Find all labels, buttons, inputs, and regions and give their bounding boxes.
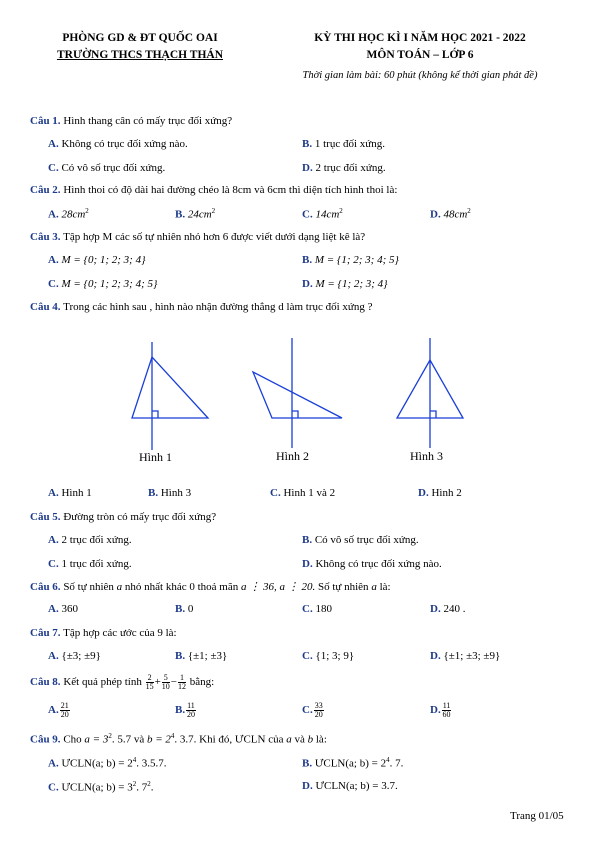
question-9 <box>30 732 327 746</box>
b-rest: . 3.7. <box>174 733 197 746</box>
option-text: 0 <box>187 603 194 615</box>
option-9d[interactable] <box>302 780 398 792</box>
a-definition: a = 3 <box>84 733 109 746</box>
figure-2-triangle <box>253 338 342 448</box>
question-text: Hình thoi có độ dài hai đường chéo là 8cm và 6cm thì diện tích hình thoi là: <box>63 184 398 196</box>
numerator: 1 <box>180 673 185 682</box>
option-label: D. <box>418 487 429 499</box>
question-text: là: <box>379 581 391 593</box>
option-label: C. <box>48 781 59 794</box>
option-6a[interactable] <box>48 603 78 615</box>
option-label: C. <box>48 558 59 570</box>
option-label: D. <box>430 704 441 717</box>
figure-2-label: Hình 2 <box>276 449 309 463</box>
option-label: D. <box>430 650 441 662</box>
option-label: C. <box>302 704 313 717</box>
question-label: Câu 9. <box>30 733 61 746</box>
option-9b[interactable] <box>302 756 403 770</box>
option-text: . <box>150 781 154 794</box>
a-rest: . 5.7 và <box>111 733 145 746</box>
option-label: B. <box>148 487 159 499</box>
option-label: B. <box>302 138 313 150</box>
option-text: 240 . <box>443 603 466 615</box>
denominator: 15 <box>145 682 154 691</box>
option-exponent: 2 <box>339 207 343 215</box>
option-text: ƯCLN(a; b) = 3 <box>61 781 133 794</box>
option-text: {±1; ±3} <box>187 650 228 662</box>
numerator: 5 <box>163 673 168 682</box>
question-6 <box>30 580 391 593</box>
fraction <box>60 702 70 719</box>
question-text: Kết quả phép tính <box>63 676 142 689</box>
exponent: 4 <box>132 756 137 764</box>
option-text: Hình 1 <box>61 487 92 499</box>
option-label: B. <box>175 603 186 615</box>
option-label: A. <box>48 254 59 266</box>
option-text: 180 <box>315 603 332 615</box>
option-text: 2 trục đối xứng. <box>315 162 386 174</box>
option-4c[interactable] <box>270 487 335 499</box>
option-text: 48cm <box>443 208 468 221</box>
option-text: Có vô số trục đối xứng. <box>314 534 419 546</box>
option-4b[interactable] <box>148 487 191 499</box>
fraction <box>146 674 154 691</box>
option-4d[interactable] <box>418 487 462 499</box>
option-1d[interactable] <box>302 162 386 174</box>
option-6d[interactable] <box>430 603 465 615</box>
fraction <box>162 674 170 691</box>
question-text: Hình thang cân có mấy trục đối xứng? <box>63 115 233 127</box>
option-text: 2 trục đối xứng. <box>61 534 132 546</box>
question-2 <box>30 184 397 196</box>
option-label: D. <box>302 558 313 570</box>
option-text: Không có trục đối xứng nào. <box>61 138 188 150</box>
question-8 <box>30 674 214 691</box>
question-text: là: <box>315 733 327 746</box>
option-label: A. <box>48 603 59 615</box>
option-5b[interactable] <box>302 534 419 546</box>
option-8a[interactable] <box>48 702 71 719</box>
option-text: M = {1; 2; 3; 4} <box>315 278 388 290</box>
option-label: C. <box>302 603 313 615</box>
option-text: . 3.5.7. <box>136 757 167 770</box>
option-text: {±3; ±9} <box>61 650 101 662</box>
option-3d[interactable] <box>302 278 388 290</box>
option-label: B. <box>302 757 313 770</box>
question-text: nhỏ nhất khác 0 thoả mãn <box>124 581 239 593</box>
option-label: B. <box>175 650 186 662</box>
question-7 <box>30 627 177 639</box>
question-text: và <box>294 733 305 746</box>
option-label: A. <box>48 138 59 150</box>
option-label: B. <box>175 208 186 221</box>
denominator: 10 <box>161 682 170 691</box>
numerator: 11 <box>442 701 451 710</box>
denominator: 12 <box>178 682 187 691</box>
option-label: A. <box>48 208 59 221</box>
option-1c[interactable] <box>48 162 165 174</box>
option-6c[interactable] <box>302 603 332 615</box>
question-5 <box>30 511 216 523</box>
figure-3-triangle <box>397 338 463 448</box>
question-condition: a ⋮ 36, a ⋮ 20. <box>240 581 316 593</box>
option-text: {1; 3; 9} <box>315 650 355 662</box>
option-label: C. <box>302 650 313 662</box>
option-label: C. <box>48 162 59 174</box>
option-label: B. <box>302 534 313 546</box>
option-8b[interactable] <box>175 702 197 719</box>
option-text: Hình 2 <box>431 487 462 499</box>
question-var: a <box>286 733 292 746</box>
option-2c[interactable] <box>302 207 343 221</box>
question-text: Khi đó, ƯCLN của <box>199 733 284 746</box>
option-text: . 7 <box>136 781 148 794</box>
exponent: 4 <box>386 756 390 764</box>
option-label: A. <box>48 487 59 499</box>
exam-time: Thời gian làm bài: 60 phút (không kể thời gian phát đề) <box>302 70 538 81</box>
question-var: b <box>307 733 314 746</box>
question-label: Câu 2. <box>30 184 61 196</box>
figure-1-triangle <box>132 342 208 450</box>
numerator: 11 <box>187 701 195 710</box>
question-label: Câu 3. <box>30 231 61 243</box>
option-text: 1 trục đối xứng. <box>314 138 385 150</box>
question-label: Câu 8. <box>30 676 61 689</box>
option-7a[interactable] <box>48 650 101 662</box>
option-1b[interactable] <box>302 138 385 150</box>
option-text: 1 trục đối xứng. <box>61 558 132 570</box>
school-name: TRƯỜNG THCS THẠCH THÁN <box>56 49 224 61</box>
option-1a[interactable] <box>48 138 188 150</box>
option-label: C. <box>48 278 59 290</box>
option-label: B. <box>302 254 313 266</box>
option-5c[interactable] <box>48 558 132 570</box>
denominator: 20 <box>60 710 69 719</box>
school-dept: PHÒNG GD & ĐT QUỐC OAI <box>62 32 218 44</box>
exam-subject: MÔN TOÁN – LỚP 6 <box>366 49 474 61</box>
question-text: Đường tròn có mấy trục đối xứng? <box>63 511 217 523</box>
option-9c[interactable] <box>48 780 153 794</box>
exponent: 4 <box>170 732 175 740</box>
question-1 <box>30 115 232 127</box>
question-4 <box>30 301 373 313</box>
numerator: 33 <box>314 701 323 710</box>
option-text: M = {0; 1; 2; 3; 4; 5} <box>61 278 158 290</box>
fraction <box>186 702 196 719</box>
exponent: 2 <box>108 732 112 740</box>
question-text: Cho <box>63 733 82 746</box>
option-2d[interactable] <box>430 207 471 221</box>
question-text: Trong các hình sau , hình nào nhận đường thẳng d làm trục đối xứng ? <box>63 301 373 313</box>
question-var: a <box>116 581 123 593</box>
option-text: Hình 1 và 2 <box>283 487 336 499</box>
option-7c[interactable] <box>302 650 354 662</box>
question-text: Số tự nhiên <box>63 581 114 593</box>
fraction <box>178 674 186 691</box>
option-text: . 7. <box>389 757 404 770</box>
option-text: 28cm <box>61 208 86 221</box>
question-var: a <box>371 581 377 593</box>
option-text: {±1; ±3; ±9} <box>443 650 501 662</box>
fraction <box>314 702 324 719</box>
exponent: 2 <box>132 780 137 788</box>
question-label: Câu 7. <box>30 627 61 639</box>
question-text: Tập hợp các ước của 9 là: <box>63 627 177 639</box>
exponent: 2 <box>147 780 151 788</box>
question-text: bằng: <box>189 676 215 689</box>
option-9a[interactable] <box>48 756 166 770</box>
numerator: 2 <box>147 673 152 682</box>
option-3c[interactable] <box>48 278 157 290</box>
numerator: 21 <box>60 701 69 710</box>
option-6b[interactable] <box>175 603 193 615</box>
question-label: Câu 4. <box>30 301 61 313</box>
option-label: D. <box>430 208 441 221</box>
option-2b[interactable] <box>175 207 215 221</box>
option-exponent: 2 <box>211 207 216 215</box>
fraction <box>442 702 452 719</box>
option-label: A. <box>48 757 59 770</box>
operator: + <box>154 676 161 689</box>
option-text: M = {1; 2; 3; 4; 5} <box>314 254 399 266</box>
operator: − <box>170 676 178 689</box>
option-text: Hình 3 <box>160 487 192 499</box>
option-4a[interactable] <box>48 487 92 499</box>
option-5a[interactable] <box>48 534 132 546</box>
question-label: Câu 5. <box>30 511 61 523</box>
option-exponent: 2 <box>467 207 471 215</box>
option-exponent: 2 <box>85 207 89 215</box>
option-7d[interactable] <box>430 650 500 662</box>
option-text: ƯCLN(a; b) = 2 <box>314 757 387 770</box>
option-3a[interactable] <box>48 254 146 266</box>
figure-3-label: Hình 3 <box>410 449 443 463</box>
question-text: Số tự nhiên <box>317 581 369 593</box>
option-label: D. <box>302 780 313 792</box>
option-3b[interactable] <box>302 254 399 266</box>
option-label: D. <box>430 603 441 615</box>
denominator: 20 <box>314 710 323 719</box>
option-text: ƯCLN(a; b) = 3.7. <box>315 780 398 792</box>
exam-title: KỲ THI HỌC KÌ I NĂM HỌC 2021 - 2022 <box>314 32 526 44</box>
denominator: 60 <box>442 710 451 719</box>
option-label: A. <box>48 704 59 717</box>
option-2a[interactable] <box>48 207 89 221</box>
option-label: C. <box>302 208 313 221</box>
option-text: M = {0; 1; 2; 3; 4} <box>61 254 146 266</box>
option-8c[interactable] <box>302 702 325 719</box>
option-text: 14cm <box>315 208 340 221</box>
option-label: D. <box>302 278 313 290</box>
option-5d[interactable] <box>302 558 442 570</box>
option-label: C. <box>270 487 281 499</box>
option-text: Không có trục đối xứng nào. <box>315 558 442 570</box>
option-label: A. <box>48 534 59 546</box>
question-label: Câu 6. <box>30 581 61 593</box>
option-label: B. <box>175 704 186 717</box>
option-8d[interactable] <box>430 702 452 719</box>
b-definition: b = 2 <box>146 733 171 746</box>
option-7b[interactable] <box>175 650 227 662</box>
question-3 <box>30 231 365 243</box>
option-text: Có vô số trục đối xứng. <box>61 162 166 174</box>
question-label: Câu 1. <box>30 115 61 127</box>
option-text: 24cm <box>187 208 212 221</box>
question-text: Tập hợp M các số tự nhiên nhỏ hơn 6 được viết dưới dạng liệt kê là? <box>63 231 366 243</box>
option-label: A. <box>48 650 59 662</box>
denominator: 20 <box>186 710 195 719</box>
option-label: D. <box>302 162 313 174</box>
option-text: 360 <box>61 603 78 615</box>
page-number: Trang 01/05 <box>510 810 564 822</box>
figure-1-label: Hình 1 <box>139 450 172 464</box>
option-text: ƯCLN(a; b) = 2 <box>61 757 133 770</box>
